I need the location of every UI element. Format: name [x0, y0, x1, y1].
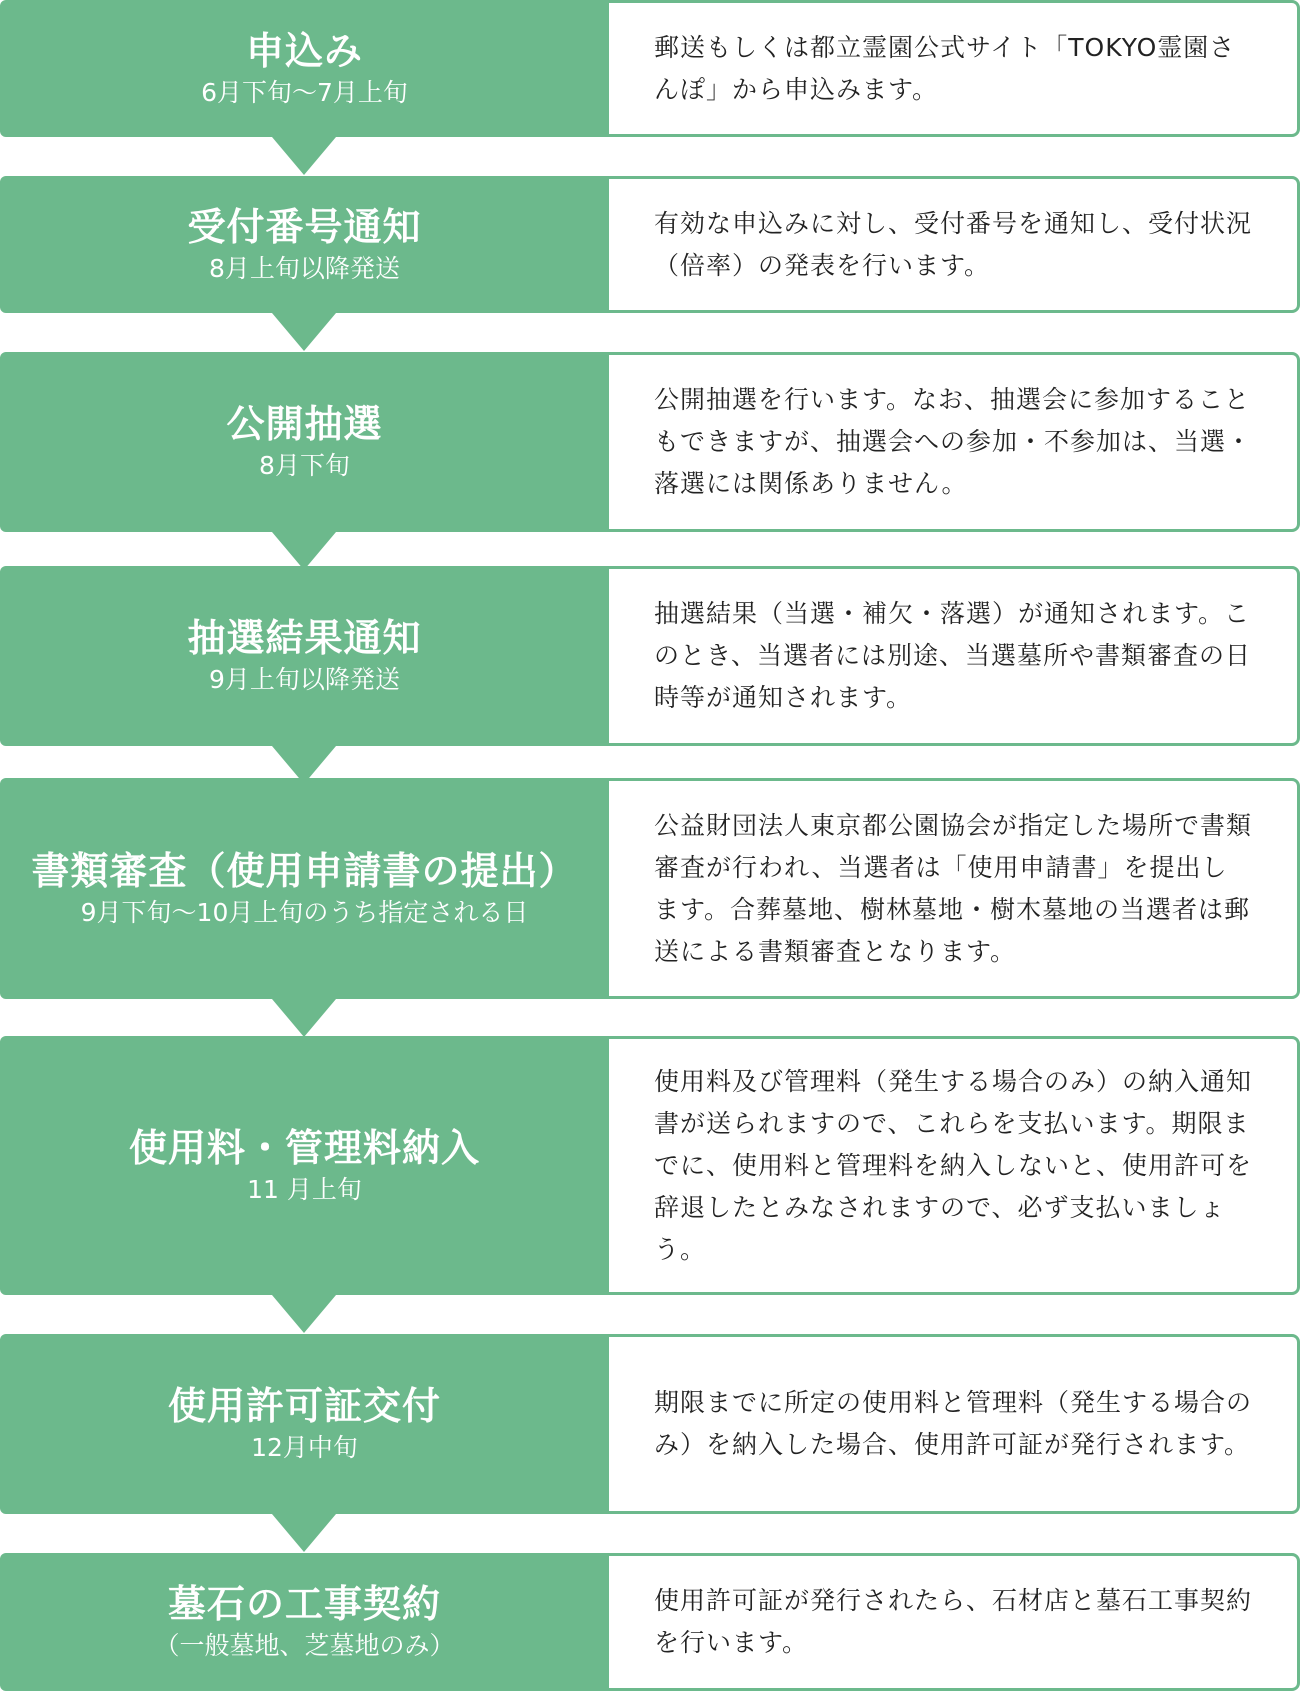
step-date: 6月下旬〜7月上旬: [201, 77, 408, 107]
step-title: 抽選結果通知: [187, 616, 422, 660]
step-title: 使用許可証交付: [167, 1384, 441, 1428]
step-description: 郵送もしくは都立霊園公式サイト「TOKYO霊園さんぽ」から申込みます。: [654, 32, 1236, 104]
step-heading-panel: [0, 1553, 609, 1691]
step-description: 期限までに所定の使用料と管理料（発生する場合のみ）を納入した場合、使用許可証が発行されます。: [654, 1388, 1253, 1459]
step-title: 申込み: [245, 28, 363, 73]
step-description-box: [606, 778, 1300, 999]
step-date: 8月下旬: [259, 451, 350, 480]
down-arrow-icon: [272, 532, 336, 570]
step-heading-panel: [0, 778, 609, 999]
step-description-box: [606, 0, 1300, 137]
step-heading-panel: [0, 0, 609, 137]
step-title: 書類審査（使用申請書の提出）: [31, 848, 578, 893]
flow-step-permit-issuance: [0, 1334, 1300, 1514]
step-date: 9月下旬〜10月上旬のうち指定される日: [80, 897, 529, 927]
down-arrow-icon: [272, 1514, 336, 1552]
step-description: 有効な申込みに対し、受付番号を通知し、受付状況（倍率）の発表を行います。: [654, 208, 1253, 280]
flow-step-application: [0, 0, 1300, 137]
step-description: 使用許可証が発行されたら、石材店と墓石工事契約を行います。: [654, 1586, 1253, 1657]
flow-step-document-review: [0, 778, 1300, 999]
step-description-box: [606, 176, 1300, 313]
down-arrow-icon: [272, 999, 336, 1037]
step-heading-panel: [0, 352, 609, 532]
step-description: 使用料及び管理料（発生する場合のみ）の納入通知書が送られますので、これらを支払います。期限までに、使用料と管理料を納入しないと、使用許可を辞退したとみなされますので、必ず支払いましょう。: [654, 1066, 1253, 1264]
step-description-box: [606, 1334, 1300, 1514]
step-date: （一般墓地、芝墓地のみ）: [154, 1631, 455, 1660]
step-description: 抽選結果（当選・補欠・落選）が通知されます。このとき、当選者には別途、当選墓所や書類審査の日時等が通知されます。: [654, 599, 1252, 712]
step-heading-panel: [0, 1036, 609, 1295]
down-arrow-icon: [272, 137, 336, 175]
down-arrow-icon: [272, 313, 336, 351]
step-description-box: [606, 1553, 1300, 1691]
step-date: 8月上旬以降発送: [209, 253, 400, 283]
step-date: 11 月上旬: [247, 1174, 362, 1204]
step-date: 12月中旬: [251, 1433, 358, 1462]
step-heading-panel: [0, 176, 609, 313]
step-title: 墓石の工事契約: [167, 1582, 441, 1626]
step-title: 公開抽選: [226, 402, 383, 446]
step-description: 公益財団法人東京都公園協会が指定した場所で書類審査が行われ、当選者は「使用申請書」を提出します。合葬墓地、樹林墓地・樹木墓地の当選者は郵送による書類審査となります。: [654, 810, 1253, 966]
flow-step-fee-payment: [0, 1036, 1300, 1295]
flow-step-reception-number: [0, 176, 1300, 313]
flow-step-public-lottery: [0, 352, 1300, 532]
step-description-box: [606, 566, 1300, 746]
flow-step-gravestone-contract: [0, 1553, 1300, 1691]
step-description-box: [606, 352, 1300, 532]
down-arrow-icon: [272, 1295, 336, 1333]
step-heading-panel: [0, 1334, 609, 1514]
step-description: 公開抽選を行います。なお、抽選会に参加することもできますが、抽選会への参加・不参加は、当選・落選には関係ありません。: [654, 385, 1253, 498]
step-title: 受付番号通知: [187, 204, 422, 249]
step-date: 9月上旬以降発送: [209, 665, 400, 694]
step-description-box: [606, 1036, 1300, 1295]
step-title: 使用料・管理料納入: [128, 1125, 480, 1170]
step-heading-panel: [0, 566, 609, 746]
flow-step-lottery-result: [0, 566, 1300, 746]
